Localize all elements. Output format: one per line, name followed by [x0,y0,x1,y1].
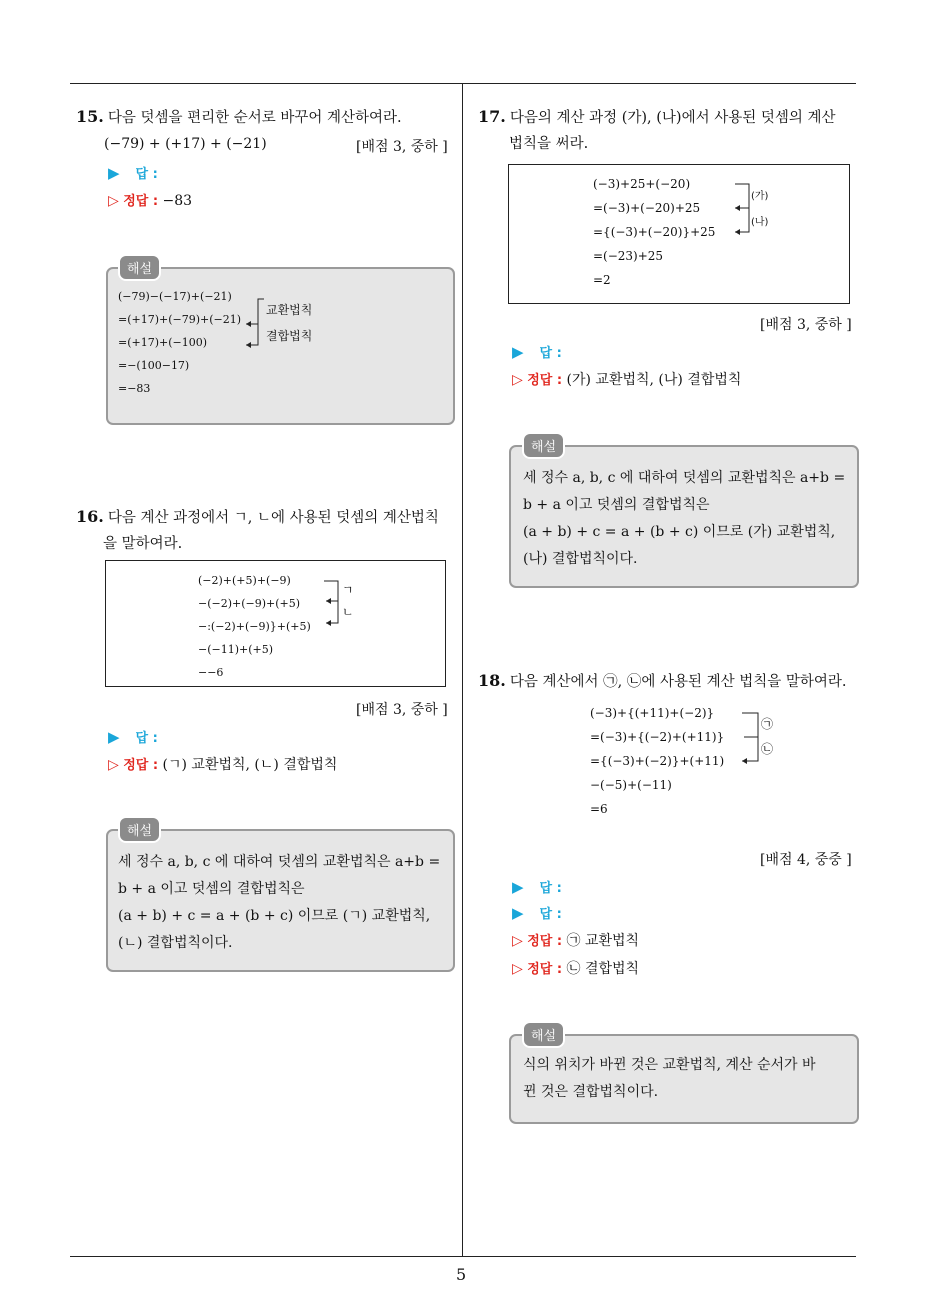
page-number: 5 [456,1265,467,1284]
q17-text-line2: 법칙을 써라. [509,136,589,152]
answer-triangle-icon: ▶ [108,164,120,182]
q15-step: (−79)−(−17)+(−21) [118,290,232,303]
q16-step: −(−2)+(−9)+(+5) [198,597,301,610]
q18-step: ={(−3)+(−2)}+(+11) [590,754,725,768]
q18-answer-label: 답 : [539,881,562,896]
q15-law1: 교환법칙 [266,303,313,317]
q16-text-line2: 을 말하여라. [103,536,183,552]
q18-answer-row-2 [512,900,562,928]
q17-step: =(−23)+25 [593,249,664,263]
q18-text: 다음 계산에서 ㉠, ㉡에 사용된 계산 법칙을 말하여라. [509,674,847,690]
q18-correct-label: 정답 : [527,962,563,977]
q16-correct-value: (ㄱ) 교환법칙, (ㄴ) 결합법칙 [162,757,338,773]
q18-mark1: ㉠ [761,717,774,731]
q16-explanation-line: b + a 이고 덧셈의 결합법칙은 [118,881,305,897]
q15-correct-value: −83 [162,193,193,209]
q17-explanation-line: (a + b) + c = a + (b + c) 이므로 (가) 교환법칙, [523,524,836,540]
q15-answer-label: 답 : [135,167,158,182]
q17-step: ={(−3)+(−20)}+25 [593,225,716,239]
q18-correct-value2: ㉡ 결합법칙 [566,961,640,977]
q17-explanation-line: b + a 이고 덧셈의 결합법칙은 [523,497,710,513]
q18-correct-label: 정답 : [527,934,563,949]
q15-text: 다음 덧셈을 편리한 순서로 바꾸어 계산하여라. [107,110,402,126]
q18-mark2: ㉡ [761,742,774,756]
q15-law2: 결합법칙 [266,329,313,343]
q18-answer-label: 답 : [539,907,562,922]
answer-triangle-icon: ▶ [512,343,524,361]
q16-mark1: ㄱ [342,583,354,597]
q16-step: −:(−2)+(−9)}+(+5) [198,620,311,633]
q16-step: (−2)+(+5)+(−9) [198,574,291,587]
correct-triangle-icon: ▷ [108,757,119,773]
answer-triangle-icon: ▶ [512,878,524,896]
q15-step: =−(100−17) [118,359,190,372]
q17-number: 17. [478,107,506,126]
q16-answer-label: 답 : [135,731,158,746]
q18-answer-row-1 [512,874,562,902]
q18-correct-row-1 [512,928,639,955]
q17-step: =(−3)+(−20)+25 [593,201,701,215]
q18-explanation-box [509,1034,859,1124]
correct-triangle-icon: ▷ [512,933,523,949]
q18-step: (−3)+{(+11)+(−2)} [590,706,715,720]
q18-step: −(−5)+(−11) [590,778,672,792]
q16-meta: [배점 3, 중하 ] [356,702,448,718]
q15-explanation-tag: 해설 [118,254,161,281]
q17-explanation-tag: 해설 [522,432,565,459]
q17-explanation-line: (나) 결합법칙이다. [523,551,638,567]
q17-correct-value: (가) 교환법칙, (나) 결합법칙 [566,372,742,388]
q18-meta: [배점 4, 중중 ] [760,852,852,868]
correct-triangle-icon: ▷ [108,193,119,209]
q16-correct-label: 정답 : [123,758,159,773]
q16-step: −−6 [198,666,224,679]
answer-triangle-icon: ▶ [108,728,120,746]
correct-triangle-icon: ▷ [512,372,523,388]
q16-explanation-line: (a + b) + c = a + (b + c) 이므로 (ㄱ) 교환법칙, [118,908,431,924]
q16-explanation-line: (ㄴ) 결합법칙이다. [118,935,233,951]
q16-mark2: ㄴ [342,605,354,619]
q15-step: =(+17)+(−79)+(−21) [118,313,242,326]
q16-explanation-line: 세 정수 a, b, c 에 대하여 덧셈의 교환법칙은 a+b = [118,854,441,870]
q18-explanation-tag: 해설 [522,1021,565,1048]
q18-step: =(−3)+{(−2)+(+11)} [590,730,725,744]
q17-correct-label: 정답 : [527,373,563,388]
q17-mark1: (가) [751,191,769,202]
q16-text-line1: 다음 계산 과정에서 ㄱ, ㄴ에 사용된 덧셈의 계산법칙 [107,510,439,526]
q18-explanation-line: 뀐 것은 결합법칙이다. [523,1084,659,1100]
q17-step: (−3)+25+(−20) [593,177,691,191]
q18-number: 18. [478,671,506,690]
q15-correct-label: 정답 : [123,194,159,209]
q15-step: =−83 [118,382,151,395]
q18-explanation-line: 식의 위치가 바뀐 것은 교환법칙, 계산 순서가 바 [523,1057,816,1073]
q15-expression: (−79) + (+17) + (−21) [104,136,267,152]
correct-triangle-icon: ▷ [512,961,523,977]
q16-number: 16. [76,507,104,526]
q17-mark2: (나) [751,217,769,228]
q17-answer-label: 답 : [539,346,562,361]
q15-meta: [배점 3, 중하 ] [356,139,448,155]
q17-explanation-line: 세 정수 a, b, c 에 대하여 덧셈의 교환법칙은 a+b = [523,470,846,486]
q15-step: =(+17)+(−100) [118,336,208,349]
answer-triangle-icon: ▶ [512,904,524,922]
q17-step: =2 [593,273,611,287]
q17-text-line1: 다음의 계산 과정 (가), (나)에서 사용된 덧셈의 계산 [509,110,836,126]
q18-explanation-text [523,1052,816,1106]
q17-meta: [배점 3, 중하 ] [760,317,852,333]
q16-step: −(−11)+(+5) [198,643,274,656]
q18-correct-row-2 [512,956,639,983]
q18-step: =6 [590,802,608,816]
q16-explanation-tag: 해설 [118,816,161,843]
q15-number: 15. [76,107,104,126]
q18-correct-value1: ㉠ 교환법칙 [566,933,640,949]
